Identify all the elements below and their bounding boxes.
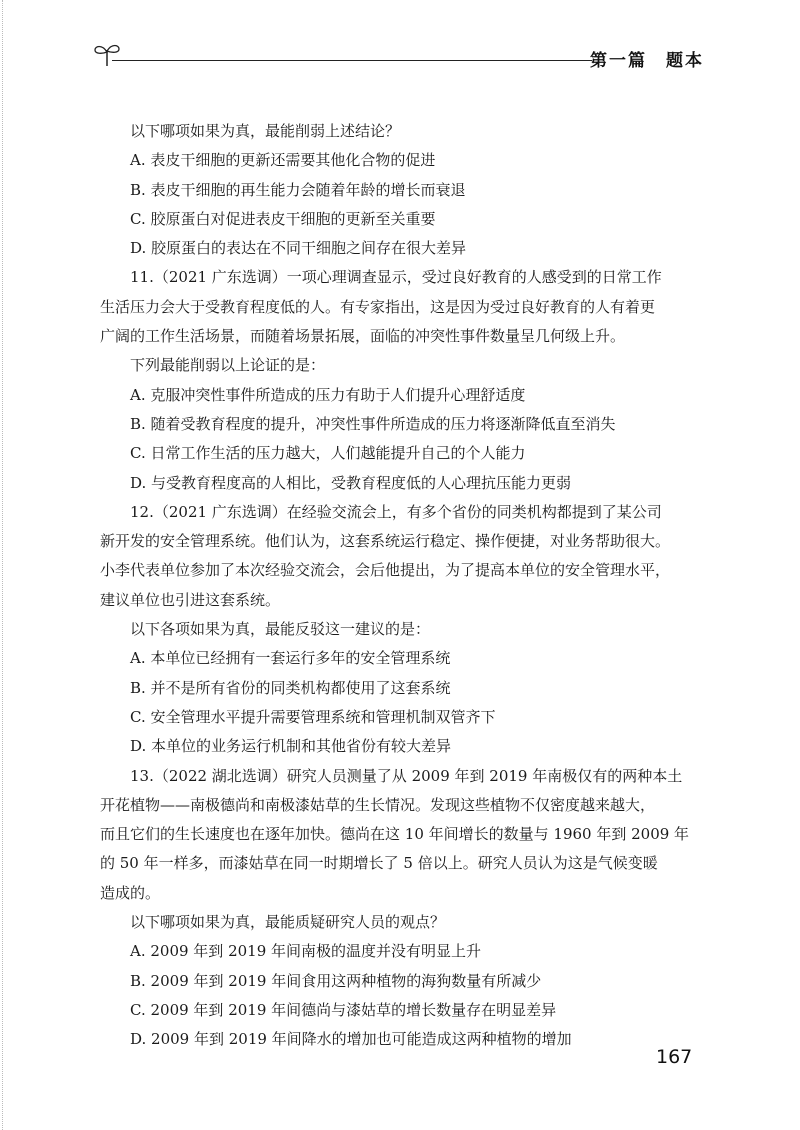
- text-line: D. 与受教育程度高的人相比，受教育程度低的人心理抗压能力更弱: [130, 473, 572, 492]
- text-line: B. 表皮干细胞的再生能力会随着年龄的增长而衰退: [130, 180, 466, 199]
- text-line: 开花植物——南极德尚和南极漆姑草的生长情况。发现这些植物不仅密度越来越大，: [100, 795, 656, 814]
- text-line: 11.（2021 广东选调）一项心理调查显示，受过良好教育的人感受到的日常工作: [130, 268, 662, 287]
- text-line: 造成的。: [100, 883, 161, 902]
- text-line: 13.（2022 湖北选调）研究人员测量了从 2009 年到 2019 年南极仅有的两种本土: [130, 766, 683, 785]
- text-line: C. 安全管理水平提升需要管理系统和管理机制双管齐下: [130, 707, 496, 726]
- text-line: C. 日常工作生活的压力越大，人们越能提升自己的个人能力: [130, 444, 526, 463]
- text-line: D. 胶原蛋白的表达在不同干细胞之间存在很大差异: [130, 239, 467, 258]
- text-line: 广阔的工作生活场景，而随着场景拓展，面临的冲突性事件数量呈几何级上升。: [100, 327, 626, 346]
- text-line: A. 表皮干细胞的更新还需要其他化合物的促进: [130, 151, 436, 170]
- text-line: B. 随着受教育程度的提升，冲突性事件所造成的压力将逐渐降低直至消失: [130, 414, 616, 433]
- text-line: D. 2009 年到 2019 年间降水的增加也可能造成这两种植物的增加: [130, 1030, 572, 1049]
- text-line: 新开发的安全管理系统。他们认为，这套系统运行稳定、操作便捷，对业务帮助很大。: [100, 532, 671, 551]
- text-line: A. 2009 年到 2019 年间南极的温度并没有明显上升: [130, 942, 482, 961]
- text-line: 以下哪项如果为真，最能削弱上述结论？: [130, 122, 401, 140]
- text-line: 而且它们的生长速度也在逐年加快。德尚在这 10 年间增长的数量与 1960 年到 2009 年: [100, 825, 690, 844]
- question-content: [100, 117, 695, 1055]
- text-line: C. 胶原蛋白对促进表皮干细胞的更新至关重要: [130, 209, 436, 228]
- text-line: 以下哪项如果为真，最能质疑研究人员的观点？: [130, 913, 446, 932]
- text-line: B. 并不是所有省份的同类机构都使用了这套系统: [130, 678, 451, 697]
- sprout-icon: [92, 40, 122, 68]
- text-line: 建议单位也引进这套系统。: [100, 590, 281, 609]
- margin-dotted-line: [2, 0, 4, 1130]
- text-line: 12.（2021 广东选调）在经验交流会上，有多个省份的同类机构都提到了某公司: [130, 502, 662, 521]
- text-line: B. 2009 年到 2019 年间食用这两种植物的海狗数量有所减少: [130, 971, 542, 990]
- header-rule: [112, 60, 592, 61]
- text-line: A. 本单位已经拥有一套运行多年的安全管理系统: [130, 649, 451, 668]
- page-header: [92, 40, 704, 70]
- text-line: 下列最能削弱以上论证的是：: [130, 356, 326, 375]
- text-line: 生活压力会大于受教育程度低的人。有专家指出，这是因为受过良好教育的人有着更: [100, 297, 656, 316]
- page-number: 167: [656, 1046, 693, 1068]
- text-line: C. 2009 年到 2019 年间德尚与漆姑草的增长数量存在明显差异: [130, 1000, 557, 1019]
- text-line: 的 50 年一样多，而漆姑草在同一时期增长了 5 倍以上。研究人员认为这是气候变暖: [100, 854, 658, 873]
- text-line: A. 克服冲突性事件所造成的压力有助于人们提升心理舒适度: [130, 385, 526, 404]
- section-title: 第一篇 题本: [590, 51, 704, 71]
- text-line: D. 本单位的业务运行机制和其他省份有较大差异: [130, 737, 452, 756]
- text-line: 小李代表单位参加了本次经验交流会，会后他提出，为了提高本单位的安全管理水平，: [100, 561, 671, 580]
- text-line: 以下各项如果为真，最能反驳这一建议的是：: [130, 620, 431, 639]
